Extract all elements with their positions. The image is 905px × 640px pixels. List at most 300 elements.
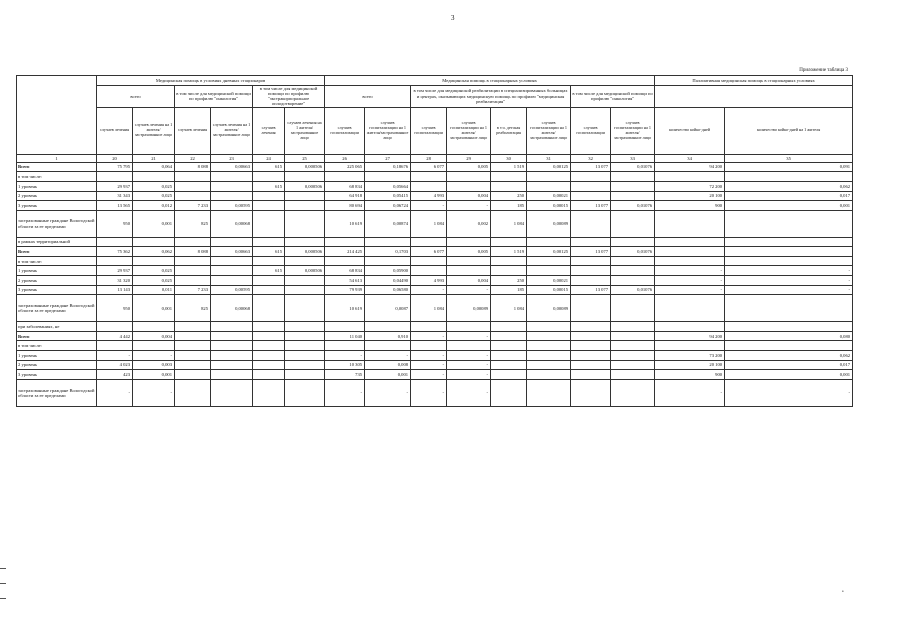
table-cell: 0,06724 (365, 201, 411, 211)
table-row (17, 295, 853, 322)
table-cell: 75 362 (97, 247, 133, 257)
table-cell (491, 331, 527, 341)
table-cell: 4 993 (411, 191, 447, 201)
table-cell (253, 379, 285, 406)
table-cell: - (411, 201, 447, 211)
table-cell: - (447, 379, 491, 406)
table-cell (285, 172, 325, 182)
table-cell: 0,012 (133, 201, 175, 211)
table-cell (611, 266, 655, 276)
table-cell: 950 (97, 295, 133, 322)
table-cell (611, 370, 655, 380)
table-row (17, 237, 853, 247)
column-number: 35 (725, 154, 853, 162)
row-label: 1 уровень (17, 181, 97, 191)
page-number: 3 (451, 14, 455, 22)
table-cell (175, 360, 211, 370)
table-cell (571, 331, 611, 341)
table-cell: 4 993 (411, 276, 447, 286)
table-cell: 0,025 (133, 181, 175, 191)
edge-mark (0, 568, 6, 569)
table-row (17, 331, 853, 341)
table-cell: 94 200 (655, 162, 725, 172)
table-cell (527, 181, 571, 191)
table-cell: 900 (655, 370, 725, 380)
table-cell: - (655, 285, 725, 295)
table-cell (411, 237, 447, 247)
row-label: 1 уровень (17, 351, 97, 361)
table-cell: - (725, 379, 853, 406)
table-row (17, 256, 853, 266)
row-label: Всего (17, 247, 97, 257)
g2-rehab-header: в том числе для медицинской реабилитации в специализированных больницах и центрах, оказывающих медицинскую помощь по профилю "медицинская реабилитация" (411, 85, 571, 107)
column-number: 33 (611, 154, 655, 162)
column-header: случаев лечения (175, 107, 211, 154)
table-cell: 94 200 (655, 331, 725, 341)
table-cell (611, 331, 655, 341)
table-cell: 7 233 (175, 285, 211, 295)
table-cell: 0,00021 (527, 191, 571, 201)
column-header: количество койко-дней на 1 жителя (725, 107, 853, 154)
table-cell: - (447, 370, 491, 380)
table-cell: - (447, 351, 491, 361)
table-cell (365, 256, 411, 266)
table-cell: 825 (175, 210, 211, 237)
table-cell (253, 256, 285, 266)
table-cell (253, 370, 285, 380)
column-number: 25 (285, 154, 325, 162)
table-cell (611, 210, 655, 237)
table-cell (491, 256, 527, 266)
table-cell (97, 341, 133, 351)
table-cell (527, 360, 571, 370)
table-cell (411, 181, 447, 191)
group-day-stationary: Медицинская помощь в условиях дневных стационаров (97, 76, 325, 86)
table-cell: 0,00595 (211, 201, 253, 211)
table-cell (491, 379, 527, 406)
table-cell: 10 619 (325, 210, 365, 237)
column-number: 28 (411, 154, 447, 162)
table-cell: 615 (253, 266, 285, 276)
row-label: в том числе: (17, 256, 97, 266)
table-cell: 0,005 (447, 162, 491, 172)
column-number: 1 (17, 154, 97, 162)
table-cell: 20 100 (655, 191, 725, 201)
edge-mark (0, 583, 6, 584)
table-cell: 900 (655, 201, 725, 211)
table-cell (571, 172, 611, 182)
row-label: 3 уровень (17, 370, 97, 380)
table-cell (447, 172, 491, 182)
table-cell: 64 918 (325, 191, 365, 201)
table-cell: 0,05900 (365, 266, 411, 276)
row-label: 2 уровень (17, 191, 97, 201)
column-header: случаев лечения на 1 жителя/застрахованное лицо (285, 107, 325, 154)
table-cell (365, 341, 411, 351)
table-cell (725, 247, 853, 257)
table-cell (253, 276, 285, 286)
table-cell: 54 613 (325, 276, 365, 286)
table-cell: 0,05415 (365, 191, 411, 201)
table-cell (571, 276, 611, 286)
table-row (17, 351, 853, 361)
table-cell (571, 256, 611, 266)
table-cell (253, 331, 285, 341)
table-cell: 0,017 (725, 191, 853, 201)
row-label: Всего (17, 162, 97, 172)
table-cell: 0,1703 (365, 247, 411, 257)
table-cell (655, 322, 725, 332)
row-label: застрахованные граждане Вологодской области за ее пределами (17, 210, 97, 237)
table-cell: 0,00089 (527, 295, 571, 322)
table-cell: 4 023 (97, 360, 133, 370)
table-cell (655, 172, 725, 182)
table-cell (285, 285, 325, 295)
table-cell (133, 322, 175, 332)
table-cell: - (655, 379, 725, 406)
table-cell (253, 341, 285, 351)
table-cell: - (365, 379, 411, 406)
table-cell (285, 201, 325, 211)
table-row (17, 162, 853, 172)
column-number: 24 (253, 154, 285, 162)
table-cell (253, 172, 285, 182)
table-cell (571, 191, 611, 201)
table-cell: 185 (491, 285, 527, 295)
table-cell: 0,004 (447, 191, 491, 201)
column-header: случаев лечения на 1 жителя/застрахованное лицо (211, 107, 253, 154)
table-cell (655, 295, 725, 322)
table-cell (527, 322, 571, 332)
column-header: в т.ч. детская реабилитация (491, 107, 527, 154)
table-cell: 250 (491, 276, 527, 286)
table-cell: 0,062 (133, 247, 175, 257)
table-cell (527, 331, 571, 341)
table-cell (571, 266, 611, 276)
row-label: 2 уровень (17, 360, 97, 370)
table-cell (725, 295, 853, 322)
table-cell: 0,001 (133, 370, 175, 380)
table-cell (175, 370, 211, 380)
table-cell: 0,01076 (611, 201, 655, 211)
table-row (17, 370, 853, 380)
table-cell: 0,06580 (365, 285, 411, 295)
table-cell (527, 237, 571, 247)
table-cell (611, 351, 655, 361)
table-cell (571, 237, 611, 247)
table-cell: 8 088 (175, 247, 211, 257)
table-cell (211, 191, 253, 201)
table-row (17, 266, 853, 276)
table-cell (611, 360, 655, 370)
table-cell (571, 181, 611, 191)
table-cell: 10 619 (325, 295, 365, 322)
table-cell (447, 341, 491, 351)
table-cell (285, 237, 325, 247)
table-cell (285, 276, 325, 286)
table-cell: 75 795 (97, 162, 133, 172)
table-cell: 7 233 (175, 201, 211, 211)
table-cell (527, 266, 571, 276)
table-cell (411, 172, 447, 182)
table-cell: - (725, 266, 853, 276)
table-cell (411, 341, 447, 351)
table-cell: - (447, 285, 491, 295)
table-cell: - (655, 276, 725, 286)
table-cell (253, 351, 285, 361)
table-cell: 0,01076 (611, 162, 655, 172)
table-cell (365, 322, 411, 332)
table-cell: 0,00089 (527, 210, 571, 237)
g2-oncology-header: в том числе для медицинской помощи по профилю "онкология" (571, 85, 655, 107)
table-cell: 29 937 (97, 181, 133, 191)
column-header: случаев госпитализации на 1 жителя/застрахованное лицо (365, 107, 411, 154)
table-cell (175, 266, 211, 276)
table-cell: 0,00021 (527, 276, 571, 286)
table-cell: 0,00663 (211, 247, 253, 257)
table-cell (611, 341, 655, 351)
table-cell (655, 210, 725, 237)
table-cell (211, 276, 253, 286)
planning-table (16, 75, 853, 407)
table-cell: - (447, 360, 491, 370)
table-cell (325, 237, 365, 247)
table-cell (253, 237, 285, 247)
table-row (17, 181, 853, 191)
table-cell (97, 237, 133, 247)
appendix-label: Приложение таблица 3 (799, 68, 848, 73)
table-cell (611, 191, 655, 201)
table-cell: 13 077 (571, 247, 611, 257)
table-cell: 0,003 (133, 360, 175, 370)
table-cell (133, 341, 175, 351)
column-header: случаев госпитализации на 1 жителя/застрахованное лицо (527, 107, 571, 154)
table-cell: - (133, 379, 175, 406)
column-header: количество койко-дней (655, 107, 725, 154)
table-cell: 185 (491, 201, 527, 211)
table-cell: 13 077 (571, 285, 611, 295)
table-row (17, 276, 853, 286)
column-header: случаев госпитализации на 1 жителя/застрахованное лицо (447, 107, 491, 154)
table-cell (411, 266, 447, 276)
table-cell: 79 939 (325, 285, 365, 295)
table-cell (285, 322, 325, 332)
table-cell: - (411, 331, 447, 341)
table-cell (491, 341, 527, 351)
table-cell (253, 191, 285, 201)
table-cell: 615 (253, 162, 285, 172)
row-label: в рамках территориальной (17, 237, 97, 247)
table-cell: 423 (97, 370, 133, 380)
table-cell (285, 370, 325, 380)
table-cell (655, 341, 725, 351)
column-number: 31 (527, 154, 571, 162)
table-cell (527, 379, 571, 406)
table-cell: 214 425 (325, 247, 365, 257)
table-cell: 0,00015 (527, 201, 571, 211)
table-cell (285, 295, 325, 322)
table-cell (133, 256, 175, 266)
table-cell (527, 370, 571, 380)
table-cell: 13 143 (97, 285, 133, 295)
table-cell: - (725, 276, 853, 286)
table-cell: 13 565 (97, 201, 133, 211)
group-stationary: Медицинская помощь в стационарных условиях (325, 76, 655, 86)
table-cell: 68 834 (325, 181, 365, 191)
table-cell: - (365, 351, 411, 361)
row-label: в том числе: (17, 341, 97, 351)
table-cell (253, 201, 285, 211)
table-cell: 0,025 (133, 266, 175, 276)
table-cell (725, 341, 853, 351)
table-row (17, 341, 853, 351)
column-number: 26 (325, 154, 365, 162)
table-cell: 0,910 (365, 331, 411, 341)
table-cell: 20 100 (655, 360, 725, 370)
g3-blank (655, 85, 853, 107)
table-cell (211, 379, 253, 406)
table-cell: 0,008 (365, 360, 411, 370)
table-cell (527, 341, 571, 351)
table-cell: 0,025 (133, 276, 175, 286)
table-cell: 615 (253, 181, 285, 191)
table-cell: 0,00874 (365, 210, 411, 237)
table-cell (447, 266, 491, 276)
table-cell (611, 172, 655, 182)
table-cell (655, 237, 725, 247)
table-cell (491, 237, 527, 247)
table-cell (253, 285, 285, 295)
row-label: в том числе: (17, 172, 97, 182)
table-cell (285, 256, 325, 266)
table-cell (491, 360, 527, 370)
g1-all-header: всего (97, 85, 175, 107)
table-cell: 31 343 (97, 191, 133, 201)
table-cell: 0,017 (725, 360, 853, 370)
table-cell: 1 084 (491, 295, 527, 322)
table-row (17, 322, 853, 332)
table-row (17, 247, 853, 257)
table-cell: - (325, 351, 365, 361)
table-cell (175, 331, 211, 341)
table-cell: 0,05664 (365, 181, 411, 191)
table-cell (325, 341, 365, 351)
table-cell (365, 237, 411, 247)
table-cell (211, 256, 253, 266)
table-cell: 68 834 (325, 266, 365, 276)
table-cell (175, 351, 211, 361)
group-palliative: Паллиативная медицинская помощь в стационарных условиях (655, 76, 853, 86)
g1-oncology-header: в том числе для медицинской помощи по профилю "онкология" (175, 85, 253, 107)
table-cell: 11 040 (325, 331, 365, 341)
table-cell (491, 266, 527, 276)
column-header: случаев лечения на 1 жителя/застрахованное лицо (133, 107, 175, 154)
table-cell: 0,062 (725, 351, 853, 361)
table-cell (133, 237, 175, 247)
table-cell: - (411, 360, 447, 370)
row-label: 1 уровень (17, 266, 97, 276)
g2-all-header: всего (325, 85, 411, 107)
table-cell (655, 247, 725, 257)
column-header: случаев госпитализации (571, 107, 611, 154)
column-number: 21 (133, 154, 175, 162)
table-cell (211, 331, 253, 341)
table-cell: 1 519 (491, 162, 527, 172)
table-cell (611, 295, 655, 322)
table-cell (97, 322, 133, 332)
table-cell: 0,04490 (365, 276, 411, 286)
row-label: застрахованные граждане Вологодской области за ее пределами (17, 379, 97, 406)
table-cell (211, 172, 253, 182)
table-cell (175, 341, 211, 351)
table-row (17, 379, 853, 406)
table-cell (325, 322, 365, 332)
table-cell: - (97, 351, 133, 361)
table-cell (175, 237, 211, 247)
table-cell: 1 084 (491, 210, 527, 237)
table-cell (285, 331, 325, 341)
table-cell (725, 172, 853, 182)
table-cell (611, 322, 655, 332)
table-cell: 0,0087 (365, 295, 411, 322)
table-cell: 0,00595 (211, 285, 253, 295)
table-cell (211, 370, 253, 380)
table-cell (133, 172, 175, 182)
table-cell: 13 077 (571, 201, 611, 211)
table-cell (285, 210, 325, 237)
table-cell: 0,01076 (611, 247, 655, 257)
table-cell: 0,001 (725, 201, 853, 211)
table-cell: 0,062 (725, 181, 853, 191)
table-cell: 825 (175, 295, 211, 322)
table-cell (491, 370, 527, 380)
table-cell: 225 065 (325, 162, 365, 172)
column-number: 34 (655, 154, 725, 162)
table-cell: 1 519 (491, 247, 527, 257)
table-cell: 0,011 (133, 285, 175, 295)
column-number: 29 (447, 154, 491, 162)
table-cell (325, 172, 365, 182)
table-cell (571, 370, 611, 380)
table-cell: 80 694 (325, 201, 365, 211)
table-cell: 0,080 (725, 331, 853, 341)
table-cell: 950 (97, 210, 133, 237)
table-cell (725, 322, 853, 332)
table-row (17, 210, 853, 237)
table-cell: 10 305 (325, 360, 365, 370)
table-cell: 0,001 (365, 370, 411, 380)
table-cell (253, 360, 285, 370)
row-label: 2 уровень (17, 276, 97, 286)
table-cell (611, 256, 655, 266)
table-cell (411, 256, 447, 266)
table-cell (491, 322, 527, 332)
table-cell: 0,001 (725, 370, 853, 380)
table-cell: 250 (491, 191, 527, 201)
table-cell (611, 379, 655, 406)
table-cell: 0,091 (725, 162, 853, 172)
table-cell (211, 341, 253, 351)
table-cell: 0,00068 (211, 210, 253, 237)
table-cell (211, 181, 253, 191)
table-cell (211, 351, 253, 361)
table-cell: 4 442 (97, 331, 133, 341)
table-cell: 29 937 (97, 266, 133, 276)
column-number: 22 (175, 154, 211, 162)
column-header: случаев госпитализации (325, 107, 365, 154)
table-cell (175, 172, 211, 182)
table-cell (491, 181, 527, 191)
